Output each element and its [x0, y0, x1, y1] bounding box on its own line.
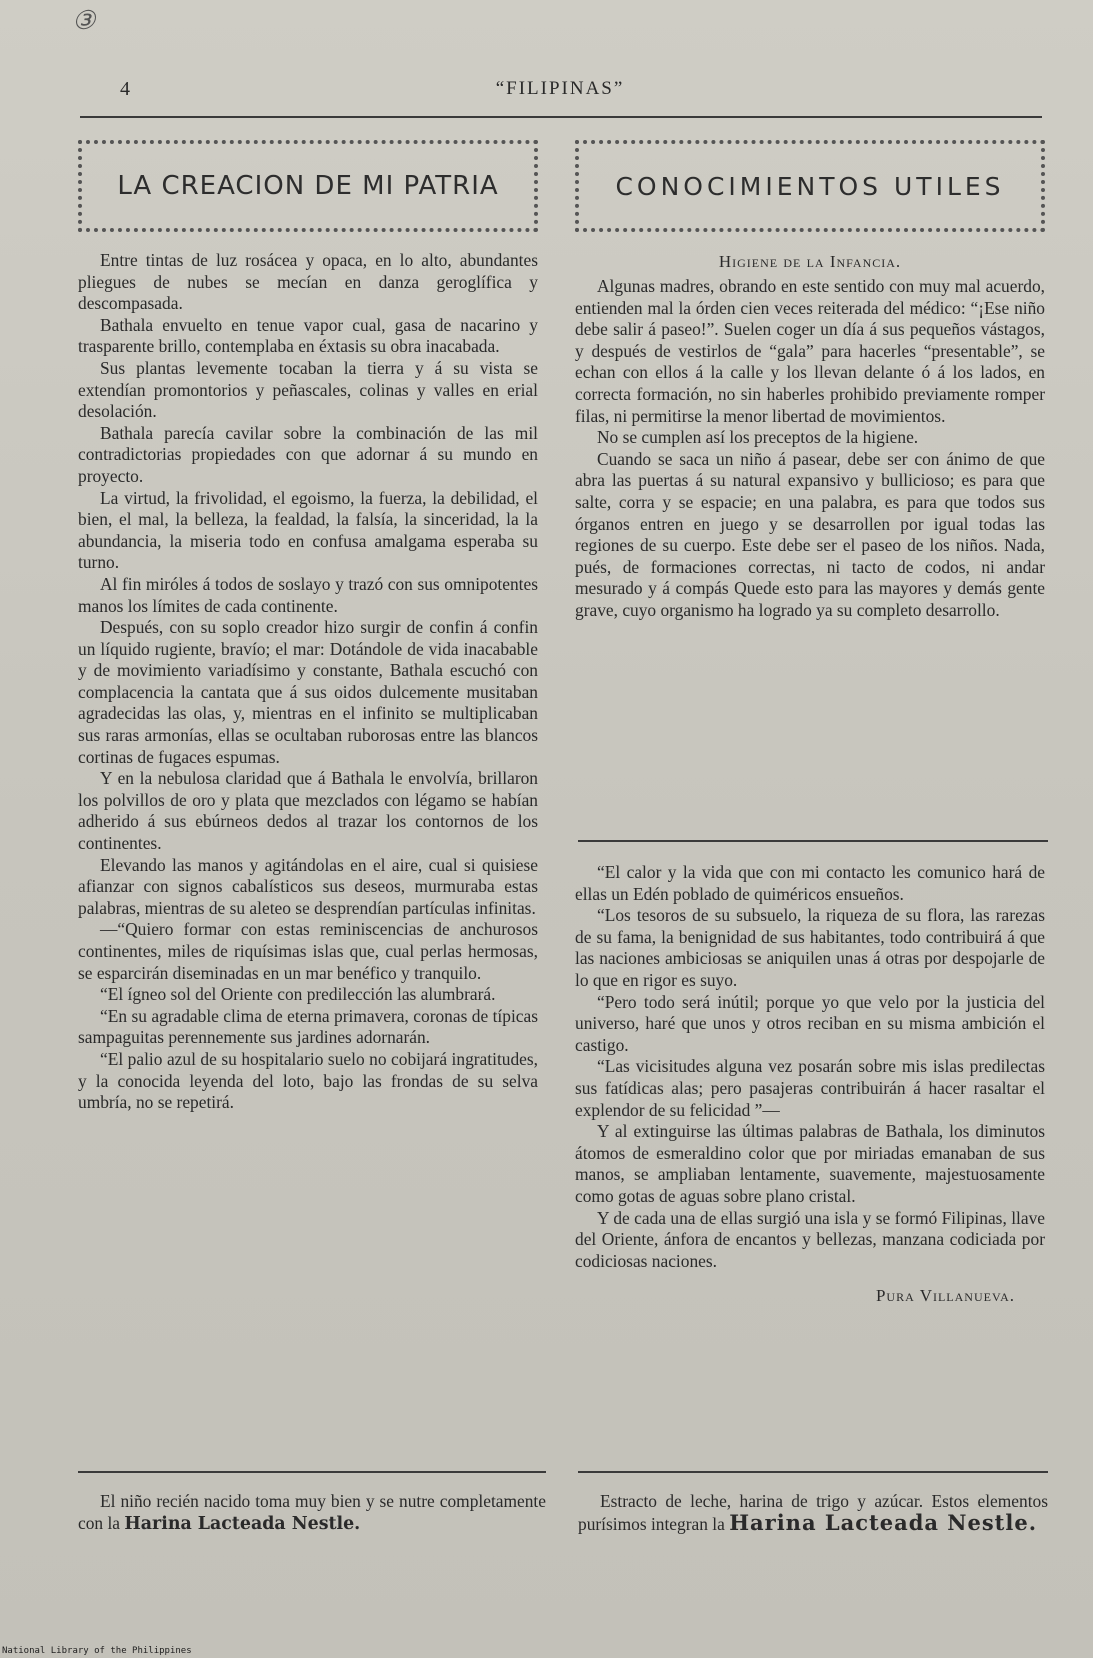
continuation-body	[575, 862, 1045, 1272]
footer-credit: National Library of the Philippines	[2, 1646, 192, 1656]
paragraph: Después, con su soplo creador hizo surgir de confin á confin un líquido rugiente, bravío; el mar: Dotándole de vida inacabable y de movimiento variadísimo y constante, Bathala escuchó con complacencia la cantata que á sus oidos dulcemente musitaban agradecidas las olas, y, mientras en el infinito se multiplicaban sus raras armonías, ellas se ocultaban ruborosas entre las blancos cortinas de fugaces espumas.	[78, 617, 538, 767]
paragraph: Y de cada una de ellas surgió una isla y se formó Filipinas, llave del Oriente, ánfora de encantos y bellezas, manzana codiciada por codiciosas naciones.	[575, 1207, 1045, 1271]
left-article-body	[78, 250, 538, 1114]
ad-rule-left	[78, 1471, 546, 1473]
journal-title: “FILIPINAS”	[495, 78, 625, 99]
paragraph: Bathala envuelto en tenue vapor cual, gasa de nacarino y trasparente brillo, contemplaba en éxtasis su obra inacabada.	[78, 314, 538, 357]
ad-text: Estracto de leche, harina de trigo y azúcar. Estos elementos purísimos integran la	[578, 1491, 1048, 1534]
page-header	[80, 78, 1040, 108]
paragraph: No se cumplen así los preceptos de la higiene.	[597, 427, 919, 448]
paragraph: La virtud, la frivolidad, el egoismo, la fuerza, la debilidad, el bien, el mal, la belleza, la fealdad, la falsía, la sinceridad, la la abundancia, la miseria todo en confusa amalgama esperaba su turno.	[78, 487, 538, 573]
author-signature: Pura Villanueva.	[875, 1286, 1015, 1306]
ad-brand: Harina Lacteada Nestle.	[124, 1514, 361, 1534]
left-article-title: LA CREACION DE MI PATRIA	[117, 171, 499, 201]
ad-text: El niño recién nacido toma muy bien y se nutre completamente con la	[78, 1491, 546, 1533]
paragraph: “Las vicisitudes alguna vez posarán sobre mis islas predilectas sus fatídicas alas; pero pasajeras contribuirán á hacer rasaltar el explendor de su felicidad ”—	[575, 1056, 1045, 1120]
paragraph: Entre tintas de luz rosácea y opaca, en lo alto, abundantes pliegues de nubes se mecían en danza geroglífica y descompasada.	[78, 250, 538, 314]
right-section-rule	[578, 840, 1048, 842]
page-number: 4	[120, 78, 130, 100]
paragraph: Y en la nebulosa claridad que á Bathala le envolvía, brillaron los polvillos de oro y plata que mezclados con légamo se habían adherido á sus ebúrneos dedos al trazar los contornos de los continentes.	[78, 768, 538, 854]
paragraph: Al fin miróles á todos de soslayo y trazó con sus omnipotentes manos los límites de cada continente.	[78, 573, 538, 616]
ad-brand: Harina Lacteada Nestle.	[729, 1510, 1038, 1535]
paragraph: “El palio azul de su hospitalario suelo no cobijará ingratitudes, y la conocida leyenda del loto, bajo las frondas de su selva umbría, no se repetirá.	[78, 1048, 538, 1113]
archive-mark: ③	[72, 6, 96, 35]
right-article-title: CONOCIMIENTOS UTILES	[615, 171, 1005, 201]
right-article-body	[575, 276, 1045, 622]
paragraph: Cuando se saca un niño á pasear, debe ser con ánimo de que abra las puertas á su natural expansivo y bullicioso; es para que salte, corra y se espacie; en una palabra, es para que todos sus órganos entren en juego y se desarrollen por igual todas las regiones de su cuerpo. Este debe ser el paseo de los niños. Nada, pués, de formaciones correctas, ni tacto de codos, ni andar mesurado y á compás Quede esto para las mayores y demás gente grave, cuyo organismo ha logrado ya su completo desarrollo.	[575, 448, 1045, 620]
paragraph: Bathala parecía cavilar sobre la combinación de las mil contradictorias propiedades con que adornar á su mundo en proyecto.	[78, 422, 538, 486]
paragraph: “El ígneo sol del Oriente con predilección las alumbrará.	[100, 984, 496, 1005]
left-column	[78, 140, 538, 1114]
paragraph: Elevando las manos y agitándolas en el aire, cual si quisiese afianzar con signos cabalísticos sus deseos, murmuraba estas palabras, mientras de su aleteo se desprendían partículas infinitas.	[78, 854, 538, 918]
paragraph: “En su agradable clima de eterna primavera, coronas de típicas sampaguitas perennemente sus jardines adornarán.	[78, 1005, 538, 1048]
paragraph: Y al extinguirse las últimas palabras de Bathala, los diminutos átomos de esmeraldino color que por miriadas emanaban de sus manos, se ampliaban lentamente, suavemente, majestuosamente como gotas de aguas sobre plano cristal.	[575, 1121, 1045, 1206]
paragraph: “Los tesoros de su subsuelo, la riqueza de su flora, las rarezas de su fama, la benignidad de sus habitantes, todo contribuirá á que las naciones ambiciosas se aniquilen unas á otras por despojarle de lo que en rigor es suyo.	[575, 905, 1045, 990]
advertisement-right	[578, 1490, 1048, 1535]
paragraph: Sus plantas levemente tocaban la tierra y á su vista se extendían promontorios y peñascales, colinas y valles en erial desolación.	[78, 357, 538, 422]
right-column	[575, 140, 1045, 622]
right-subheading: Higiene de la Infancia.	[718, 252, 902, 271]
paragraph: —“Quiero formar con estas reminiscencias de anchurosos continentes, miles de riquísimas islas que, cual perlas hermosas, se esparcirán diseminadas en un mar benéfico y tranquilo.	[78, 919, 538, 983]
right-title-box	[575, 140, 1045, 232]
paragraph: “Pero todo será inútil; porque yo que velo por la justicia del universo, haré que unos y otros reciban en su misma ambición el castigo.	[575, 991, 1045, 1055]
continuation-column	[575, 862, 1045, 1306]
ad-rule-right	[578, 1471, 1048, 1473]
paragraph: “El calor y la vida que con mi contacto les comunico hará de ellas un Edén poblado de quiméricos ensueños.	[575, 862, 1045, 904]
advertisement-left	[78, 1490, 546, 1535]
left-title-box	[78, 140, 538, 232]
paragraph: Algunas madres, obrando en este sentido con muy mal acuerdo, entienden mal la órden cien veces reiterada del médico: “¡Ese niño debe salir á paseo!”. Suelen coger un día á sus pequeños vástagos, y después de vestirlos de “gala” para hacerles “presentable”, se echan con ellos á la calle y los llevan delante ó á los lados, en correcta formación, no sin haberles prohibido previamente romper filas, ni permitirse la menor libertad de movimientos.	[575, 276, 1045, 426]
header-rule	[80, 116, 1042, 118]
